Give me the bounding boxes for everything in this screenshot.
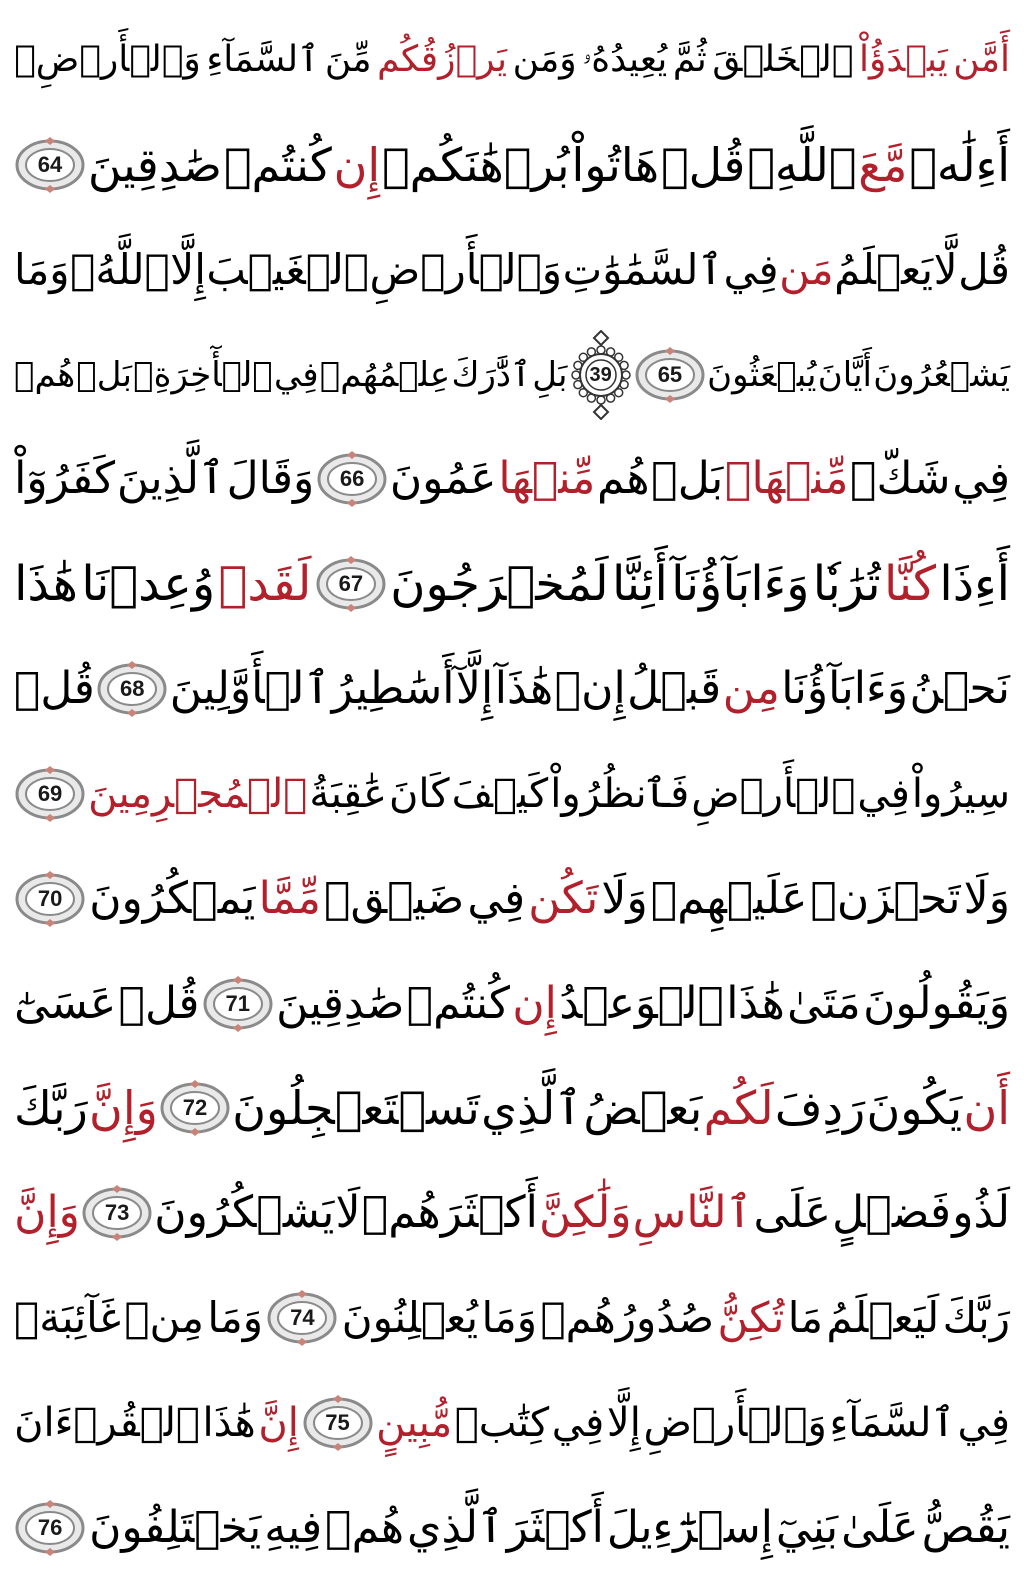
verse-word: ٱلۡمُجۡرِمِينَ [88,770,308,817]
ayah-number: 75 [325,1409,350,1435]
verse-word: فِي [274,354,319,395]
ayah-number: 71 [225,990,251,1016]
ayah-number: 69 [37,780,63,806]
verse-word: إِنۡ [554,663,626,715]
verse-word: فَضۡلٍ [832,1187,952,1239]
verse-word: وَقَالَ [226,453,315,505]
verse-word: أَءِذَا [939,556,1010,613]
verse-word: وَءَابَآؤُنَا [781,663,908,715]
ayah-number-marker [302,1395,374,1451]
verse-word: مَتَىٰ [787,977,861,1029]
verse-line [14,329,1010,421]
verse-line [14,224,1010,316]
verse-word: إِلَّا [606,1399,641,1446]
verse-word: ٱلۡأَوَّلِينَ [169,663,331,715]
verse-word: ٱلۡقُرۡءَانَ [14,1399,200,1446]
verse-word: كَفَرُوٓاْ [14,453,116,505]
verse-word: يَمۡكُرُونَ [89,872,256,924]
verse-word: ٱلَّذِي [407,1501,504,1553]
verse-word: قُلۡ [118,977,200,1029]
verse-word: كِتَٰبٖ [454,1399,550,1446]
verse-word: نَحۡنُ [909,663,1010,715]
verse-word: بَلۡ [651,453,724,505]
verse-word: هَٰذَا [14,556,78,613]
verse-word: مِّنَ [324,39,372,80]
verse-word: وَٱلۡأَرۡضِ [643,1399,827,1446]
verse-word: كَانَ [388,770,450,817]
verse-word: عَمُونَ [389,453,497,505]
verse-word: ٱلنَّاسِ [632,1187,753,1239]
verse-word: وَءَابَآؤُنَآ [671,556,810,613]
verse-word: لَا [335,1187,361,1239]
verse-word: بُرۡهَٰنَكُمۡ [382,137,570,192]
verse-word: إِن [333,137,381,192]
verse-word: مَن [779,244,834,294]
verse-word: يَبۡدَؤُاْ [858,39,948,80]
verse-word: أَسَٰطِيرُ [331,663,455,715]
verse-word: كَيۡفَ [451,770,549,817]
verse-word: مُّبِينٍ [376,1399,453,1446]
ayah-number-marker [14,871,86,927]
verse-word: يُعِيدُهُۥ [582,39,668,80]
verse-word: فِي [723,244,779,294]
verse-word: وَمَا [14,244,70,294]
verse-word: فِي [957,1399,1010,1446]
verse-word: إِلَّآ [455,663,494,715]
verse-word: ٱللَّهُۚ [70,244,170,294]
verse-word: إِلَّا [170,244,206,294]
verse-word: فِي [857,770,910,817]
verse-word: بَلِ [532,354,568,395]
verse-line [14,853,1010,945]
verse-word: مِن [722,663,780,715]
verse-word: عَلَيۡهِمۡ [650,872,808,924]
verse-word: يُعۡلِنُونَ [341,1293,479,1343]
verse-word: ضَيۡقٖ [324,872,465,924]
verse-line [14,538,1010,630]
verse-line [14,1482,1010,1574]
verse-line [14,1167,1010,1259]
verse-word: صُدُورُهُمۡ [540,1293,715,1343]
verse-word: يَرۡزُقُكُم [377,39,507,80]
ayah-number: 70 [37,885,63,911]
verse-word: أَكۡثَرَ [506,1501,604,1553]
verse-word: يَعۡلَمُ [834,244,934,294]
verse-word: مَّعَ [858,137,908,192]
verse-word: لَكُم [703,1081,774,1136]
verse-word: قُل [958,244,1010,294]
verse-line [14,14,1010,106]
verse-word: عَسَىٰٓ [14,977,117,1029]
verse-word: فِي [952,453,1010,505]
verse-word: غَآئِبَةٖ [14,1293,121,1343]
verse-word: يَشۡكُرُونَ [154,1187,335,1239]
verse-word: فِي [551,1399,605,1446]
verse-word: وَيَقُولُونَ [863,977,1010,1029]
verse-word: مِنۡ [124,1293,204,1343]
verse-word: وَٱلۡأَرۡضِۗ [14,39,201,80]
verse-word: إِن [512,977,557,1029]
verse-word: لَمُخۡرَجُونَ [390,556,609,613]
verse-line [14,958,1010,1050]
verse-word: فِيهِ [264,1501,323,1553]
verse-word: أَن [963,1081,1010,1136]
verse-word: ٱلۡأَرۡضِ [691,770,856,817]
verse-line [14,119,1010,211]
verse-word: قَبۡلُ [627,663,722,715]
verse-word: أَئِنَّا [611,556,668,613]
verse-word: لَذُو [952,1187,1010,1239]
verse-word: أَيَّانَ [817,354,872,395]
ayah-number-marker [14,766,86,822]
verse-word: وَمَن [512,39,577,80]
verse-line [14,433,1010,525]
verse-word: بَنِيٓ [775,1501,839,1553]
ayah-number: 73 [104,1200,130,1226]
ayah-number-marker [634,347,706,403]
verse-word: ٱلسَّمَٰوَٰتِ [562,244,723,294]
verse-word: مَا [787,1293,824,1343]
verse-word: إِسۡرَٰٓءِيلَ [606,1501,773,1553]
ayah-number: 74 [290,1305,315,1331]
verse-word: عَلَىٰ [841,1501,919,1553]
verse-word: رَبَّكَ [14,1081,88,1136]
verse-line [14,1272,1010,1364]
verse-word: ٱلۡوَعۡدُ [559,977,724,1029]
verse-word: يُبۡعَثُونَ [707,354,817,395]
ayah-number-marker [202,976,274,1032]
verse-word: ٱلۡغَيۡبَ [206,244,369,294]
verse-word: إِنَّ [258,1399,299,1446]
ayah-number-marker [14,137,86,193]
verse-word: وَٱلۡأَرۡضِ [369,244,563,294]
ayah-number-marker [316,451,388,507]
hizb-marker [569,330,633,420]
verse-word: هَاتُواْ [571,137,660,192]
verse-word: قُلۡ [14,663,95,715]
verse-word: عِلۡمُهُمۡ [319,354,451,395]
verse-word: سِيرُواْ [911,770,1010,817]
verse-word: أَكۡثَرَهُمۡ [361,1187,538,1239]
verse-word: ٱلَّذِينَ [116,453,225,505]
verse-word: شَكّٖ [850,453,951,505]
verse-word: وَإِنَّ [14,1187,80,1239]
verse-word: بَلۡ [76,354,132,395]
ayah-number: 72 [182,1095,208,1121]
verse-line [14,643,1010,735]
verse-word: وُعِدۡنَا [81,556,216,613]
ayah-number-marker [266,1290,338,1346]
verse-word: هَٰذَا [726,977,785,1029]
verse-word: وَلَا [963,872,1010,924]
verse-word: كُنَّا [884,556,936,613]
verse-word: وَإِنَّ [89,1081,158,1136]
verse-word: هَٰذَآ [494,663,554,715]
verse-line [14,1062,1010,1154]
verse-word: ٱلۡخَلۡقَ [712,39,854,80]
ayah-number-marker [159,1080,231,1136]
verse-word: صَٰدِقِينَ [276,977,405,1029]
verse-word: تُرَٰبٗا [812,556,881,613]
verse-word: ٱللَّهِۚ [747,137,857,192]
verse-word: عَٰقِبَةُ [309,770,387,817]
verse-word: لَقَدۡ [218,556,312,613]
verse-word: وَمَا [481,1293,538,1343]
verse-word: هُم [597,453,650,505]
verse-word: وَلَا [601,872,648,924]
verse-word: رَدِفَ [774,1081,866,1136]
verse-word: ٱلۡأٓخِرَةِۚ [133,354,273,395]
verse-word: رَبَّكَ [942,1293,1010,1343]
verse-line [14,748,1010,840]
verse-word: فَٱنظُرُواْ [550,770,690,817]
verse-word: وَلَٰكِنَّ [539,1187,632,1239]
verse-word: أَمَّن [953,39,1010,80]
verse-word: مِّنۡهَاۖ [725,453,849,505]
verse-word: كُنتُمۡ [406,977,510,1029]
verse-word: ٱلَّذِي [481,1081,583,1136]
verse-word: لَيَعۡلَمُ [826,1293,940,1343]
verse-word: تَكُن [528,872,599,924]
verse-word: لَّا [933,244,958,294]
ayah-number: 65 [657,361,683,387]
ayah-number-marker [96,661,168,717]
verse-line [14,1377,1010,1469]
verse-word: ٱلسَّمَآءِ [829,1399,955,1446]
verse-word: يَخۡتَلِفُونَ [89,1501,262,1553]
verse-word: تَحۡزَنۡ [810,872,961,924]
verse-word: يَقُصُّ [921,1501,1010,1553]
verse-word: وَمَا [207,1293,263,1343]
verse-word: أَءِلَٰهٞ [909,137,1010,192]
ayah-number: 64 [37,151,63,177]
verse-word: قُلۡ [660,137,746,192]
verse-word: فِي [467,872,526,924]
ayah-number-marker [81,1185,153,1241]
verse-word: صَٰدِقِينَ [87,137,222,192]
verse-word: ٱلسَّمَآءِ [206,39,320,80]
verse-word: هَٰذَا [202,1399,256,1446]
verse-word: يَكُونَ [866,1081,963,1136]
verse-word: ثُمَّ [672,39,707,80]
ayah-number: 76 [37,1514,63,1540]
verse-word: مِّنۡهَا [498,453,596,505]
ayah-number-marker [14,1500,86,1556]
ayah-number: 68 [120,676,145,702]
verse-word: بَعۡضُ [583,1081,703,1136]
verse-word: كُنتُمۡ [223,137,332,192]
verse-word: تُكِنُّ [717,1293,785,1343]
verse-word: مِّمَّا [258,872,321,924]
verse-word: يَشۡعُرُونَ [873,354,1010,395]
verse-word: تَسۡتَعۡجِلُونَ [232,1081,480,1136]
ayah-number: 66 [339,466,365,492]
ayah-number-marker [315,556,387,612]
ayah-number: 67 [338,571,364,597]
verse-lines [14,14,1010,1574]
verse-word: هُمۡ [14,354,76,395]
hizb-number: 39 [589,363,612,386]
verse-word: عَلَى [753,1187,831,1239]
verse-word: هُمۡ [325,1501,405,1553]
verse-word: ٱدَّٰرَكَ [451,354,531,395]
